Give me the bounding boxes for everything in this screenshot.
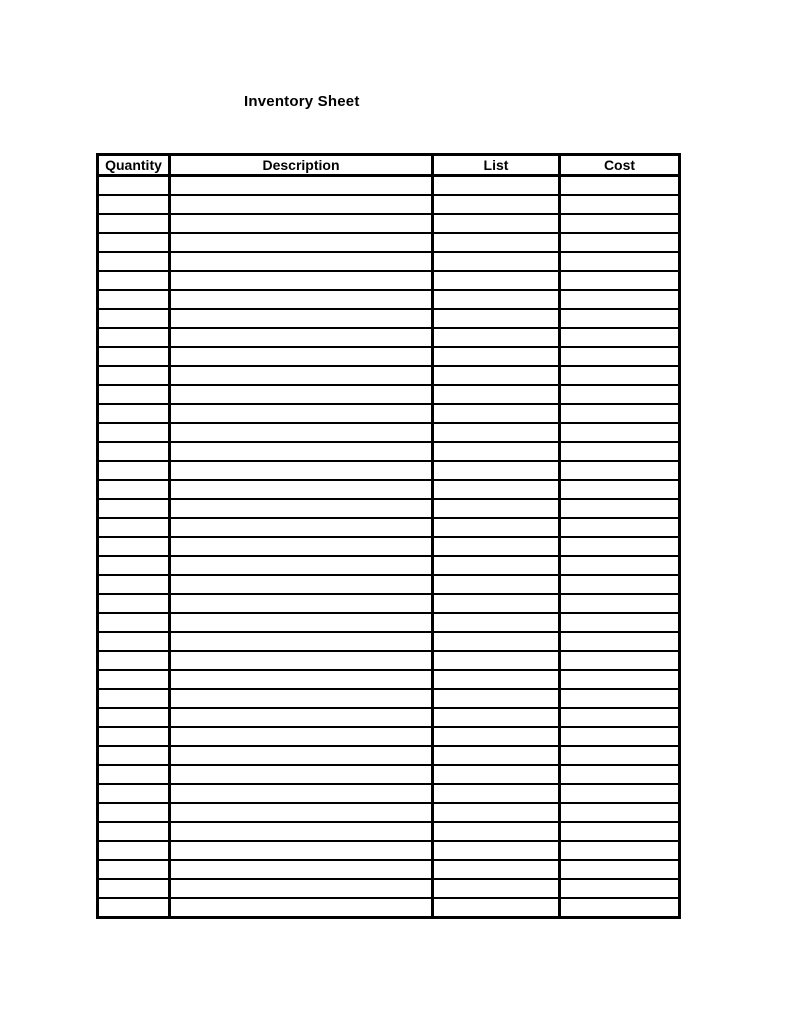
table-row xyxy=(98,309,680,328)
table-row xyxy=(98,784,680,803)
table-cell-list xyxy=(433,670,560,689)
table-cell-description xyxy=(170,480,433,499)
table-row xyxy=(98,822,680,841)
table-cell-description xyxy=(170,309,433,328)
table-cell-cost xyxy=(560,727,680,746)
table-cell-list xyxy=(433,784,560,803)
table-row xyxy=(98,176,680,196)
table-cell-cost xyxy=(560,176,680,196)
table-cell-description xyxy=(170,385,433,404)
table-cell-description xyxy=(170,841,433,860)
table-body xyxy=(98,176,680,918)
table-cell-cost xyxy=(560,879,680,898)
table-cell-quantity xyxy=(98,613,170,632)
table-cell-list xyxy=(433,708,560,727)
table-cell-quantity xyxy=(98,898,170,918)
table-cell-quantity xyxy=(98,575,170,594)
table-row xyxy=(98,518,680,537)
column-header-list: List xyxy=(433,155,560,176)
table-cell-quantity xyxy=(98,214,170,233)
table-cell-cost xyxy=(560,784,680,803)
table-cell-quantity xyxy=(98,480,170,499)
table-cell-description xyxy=(170,518,433,537)
table-cell-description xyxy=(170,670,433,689)
table-cell-list xyxy=(433,214,560,233)
table-row xyxy=(98,499,680,518)
table-cell-cost xyxy=(560,689,680,708)
table-cell-list xyxy=(433,423,560,442)
table-cell-description xyxy=(170,537,433,556)
table-row xyxy=(98,423,680,442)
table-cell-list xyxy=(433,442,560,461)
table-cell-quantity xyxy=(98,860,170,879)
table-cell-list xyxy=(433,746,560,765)
table-cell-cost xyxy=(560,822,680,841)
table-row xyxy=(98,214,680,233)
table-row xyxy=(98,480,680,499)
table-row xyxy=(98,879,680,898)
table-cell-quantity xyxy=(98,195,170,214)
table-cell-cost xyxy=(560,271,680,290)
table-row xyxy=(98,594,680,613)
table-cell-list xyxy=(433,537,560,556)
table-row xyxy=(98,670,680,689)
table-cell-list xyxy=(433,499,560,518)
table-cell-description xyxy=(170,898,433,918)
table-row xyxy=(98,366,680,385)
table-row xyxy=(98,328,680,347)
table-cell-cost xyxy=(560,309,680,328)
table-cell-list xyxy=(433,252,560,271)
table-cell-description xyxy=(170,404,433,423)
table-cell-list xyxy=(433,233,560,252)
table-cell-description xyxy=(170,499,433,518)
table-cell-quantity xyxy=(98,841,170,860)
table-cell-list xyxy=(433,594,560,613)
table-cell-cost xyxy=(560,347,680,366)
table-cell-list xyxy=(433,385,560,404)
table-cell-description xyxy=(170,271,433,290)
column-header-description: Description xyxy=(170,155,433,176)
table-cell-cost xyxy=(560,442,680,461)
table-cell-description xyxy=(170,594,433,613)
table-cell-quantity xyxy=(98,879,170,898)
table-row xyxy=(98,632,680,651)
table-cell-description xyxy=(170,708,433,727)
table-row xyxy=(98,746,680,765)
table-cell-quantity xyxy=(98,537,170,556)
table-cell-list xyxy=(433,632,560,651)
table-cell-quantity xyxy=(98,784,170,803)
table-cell-list xyxy=(433,727,560,746)
table-cell-quantity xyxy=(98,404,170,423)
table-cell-description xyxy=(170,347,433,366)
table-cell-quantity xyxy=(98,461,170,480)
table-cell-list xyxy=(433,518,560,537)
table-cell-list xyxy=(433,575,560,594)
table-cell-quantity xyxy=(98,347,170,366)
inventory-table xyxy=(96,153,681,919)
table-cell-cost xyxy=(560,328,680,347)
table-row xyxy=(98,442,680,461)
table-cell-cost xyxy=(560,423,680,442)
table-cell-description xyxy=(170,613,433,632)
table-cell-quantity xyxy=(98,385,170,404)
table-cell-description xyxy=(170,784,433,803)
table-cell-list xyxy=(433,879,560,898)
table-cell-cost xyxy=(560,214,680,233)
table-cell-cost xyxy=(560,499,680,518)
table-cell-quantity xyxy=(98,176,170,196)
table-cell-cost xyxy=(560,385,680,404)
table-cell-description xyxy=(170,366,433,385)
table-cell-quantity xyxy=(98,252,170,271)
table-cell-list xyxy=(433,404,560,423)
page-title: Inventory Sheet xyxy=(244,93,360,110)
table-cell-description xyxy=(170,290,433,309)
table-cell-quantity xyxy=(98,765,170,784)
table-row xyxy=(98,898,680,918)
table-row xyxy=(98,195,680,214)
table-cell-description xyxy=(170,765,433,784)
table-cell-list xyxy=(433,860,560,879)
table-cell-cost xyxy=(560,708,680,727)
table-cell-description xyxy=(170,461,433,480)
table-cell-cost xyxy=(560,765,680,784)
table-cell-description xyxy=(170,689,433,708)
table-cell-cost xyxy=(560,803,680,822)
table-cell-cost xyxy=(560,404,680,423)
table-cell-quantity xyxy=(98,290,170,309)
table-cell-list xyxy=(433,822,560,841)
table-cell-list xyxy=(433,461,560,480)
table-cell-cost xyxy=(560,556,680,575)
table-row xyxy=(98,347,680,366)
table-cell-cost xyxy=(560,195,680,214)
table-cell-list xyxy=(433,841,560,860)
table-cell-description xyxy=(170,195,433,214)
table-cell-description xyxy=(170,556,433,575)
table-cell-cost xyxy=(560,860,680,879)
table-cell-list xyxy=(433,803,560,822)
table-cell-list xyxy=(433,689,560,708)
table-cell-list xyxy=(433,556,560,575)
table-cell-description xyxy=(170,860,433,879)
table-cell-quantity xyxy=(98,651,170,670)
table-cell-cost xyxy=(560,575,680,594)
table-row xyxy=(98,651,680,670)
table-cell-cost xyxy=(560,746,680,765)
table-row xyxy=(98,252,680,271)
table-row xyxy=(98,708,680,727)
table-cell-quantity xyxy=(98,499,170,518)
table-row xyxy=(98,841,680,860)
column-header-quantity: Quantity xyxy=(98,155,170,176)
table-row xyxy=(98,613,680,632)
table-cell-list xyxy=(433,271,560,290)
table-cell-cost xyxy=(560,632,680,651)
table-row xyxy=(98,537,680,556)
table-cell-description xyxy=(170,423,433,442)
table-cell-list xyxy=(433,480,560,499)
table-cell-list xyxy=(433,765,560,784)
table-cell-quantity xyxy=(98,309,170,328)
column-header-cost: Cost xyxy=(560,155,680,176)
table-cell-description xyxy=(170,575,433,594)
table-cell-cost xyxy=(560,290,680,309)
table-cell-list xyxy=(433,328,560,347)
table-cell-description xyxy=(170,176,433,196)
table-cell-quantity xyxy=(98,518,170,537)
table-cell-quantity xyxy=(98,594,170,613)
table-cell-cost xyxy=(560,594,680,613)
table-cell-description xyxy=(170,879,433,898)
table-row xyxy=(98,461,680,480)
table-cell-cost xyxy=(560,480,680,499)
table-cell-cost xyxy=(560,898,680,918)
table-cell-quantity xyxy=(98,366,170,385)
table-cell-list xyxy=(433,309,560,328)
table-cell-quantity xyxy=(98,423,170,442)
table-cell-description xyxy=(170,746,433,765)
table-cell-cost xyxy=(560,252,680,271)
table-cell-quantity xyxy=(98,708,170,727)
table-cell-description xyxy=(170,632,433,651)
table-cell-quantity xyxy=(98,632,170,651)
table-cell-quantity xyxy=(98,271,170,290)
table-row xyxy=(98,689,680,708)
table-cell-list xyxy=(433,651,560,670)
table-cell-quantity xyxy=(98,233,170,252)
table-cell-list xyxy=(433,195,560,214)
table-cell-list xyxy=(433,613,560,632)
table-cell-cost xyxy=(560,233,680,252)
table-row xyxy=(98,556,680,575)
table-cell-description xyxy=(170,651,433,670)
table-row xyxy=(98,385,680,404)
table-cell-quantity xyxy=(98,727,170,746)
header-row xyxy=(98,155,680,176)
table-cell-cost xyxy=(560,613,680,632)
table-cell-cost xyxy=(560,841,680,860)
table-row xyxy=(98,271,680,290)
table-row xyxy=(98,803,680,822)
table-cell-description xyxy=(170,252,433,271)
table-cell-quantity xyxy=(98,822,170,841)
table-cell-cost xyxy=(560,651,680,670)
table-row xyxy=(98,404,680,423)
table-cell-quantity xyxy=(98,442,170,461)
table-cell-quantity xyxy=(98,556,170,575)
table-cell-cost xyxy=(560,670,680,689)
table-cell-description xyxy=(170,727,433,746)
table-cell-cost xyxy=(560,461,680,480)
table-cell-cost xyxy=(560,366,680,385)
table-cell-description xyxy=(170,442,433,461)
table-cell-cost xyxy=(560,537,680,556)
table-cell-list xyxy=(433,366,560,385)
table-cell-list xyxy=(433,898,560,918)
table-cell-cost xyxy=(560,518,680,537)
table-cell-description xyxy=(170,328,433,347)
table-cell-quantity xyxy=(98,803,170,822)
table-cell-quantity xyxy=(98,689,170,708)
table-cell-quantity xyxy=(98,746,170,765)
table-cell-list xyxy=(433,290,560,309)
table-cell-quantity xyxy=(98,670,170,689)
table-cell-list xyxy=(433,176,560,196)
table-cell-quantity xyxy=(98,328,170,347)
table-row xyxy=(98,575,680,594)
table-row xyxy=(98,765,680,784)
table-cell-description xyxy=(170,214,433,233)
table-cell-list xyxy=(433,347,560,366)
table-row xyxy=(98,727,680,746)
table-row xyxy=(98,290,680,309)
table-cell-description xyxy=(170,233,433,252)
table-row xyxy=(98,860,680,879)
table-cell-description xyxy=(170,803,433,822)
table-cell-description xyxy=(170,822,433,841)
table-row xyxy=(98,233,680,252)
